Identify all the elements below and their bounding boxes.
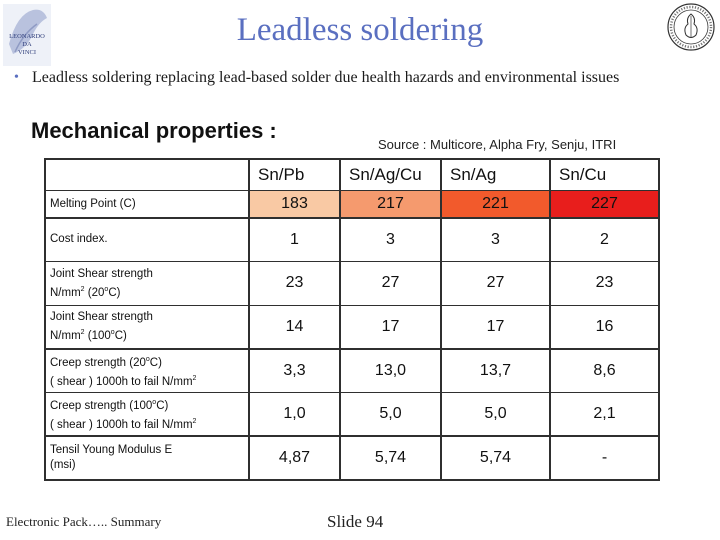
table-cell: 5,0 bbox=[442, 393, 549, 435]
table-cell: 5,0 bbox=[341, 393, 440, 435]
table-cell: 221 bbox=[442, 191, 549, 217]
row-label: Tensil Young Modulus E (msi) bbox=[46, 437, 248, 479]
table-cell: 5,74 bbox=[341, 437, 440, 479]
column-header: Sn/Cu bbox=[551, 160, 658, 190]
properties-table bbox=[44, 158, 660, 481]
bullet-text: Leadless soldering replacing lead-based solder due health hazards and environmental issues bbox=[32, 69, 620, 86]
table-cell: 2 bbox=[551, 219, 658, 261]
row-label: Melting Point (C) bbox=[46, 191, 248, 217]
table-cell: 27 bbox=[341, 262, 440, 304]
slide-number: Slide 94 bbox=[327, 512, 384, 531]
logo-text-line-1: LEONARDO bbox=[9, 33, 45, 40]
table-cell: 3 bbox=[341, 219, 440, 261]
logo-text-line-3: VINCI bbox=[17, 49, 37, 56]
table-cell: 183 bbox=[250, 191, 339, 217]
logo-text-line-2: DA bbox=[22, 41, 32, 48]
table-cell: 14 bbox=[250, 306, 339, 348]
column-header: Sn/Ag bbox=[442, 160, 549, 190]
table-cell: 13,7 bbox=[442, 350, 549, 392]
table-cell: - bbox=[551, 437, 658, 479]
footer-label: Electronic Pack….. Summary bbox=[6, 514, 162, 529]
table-cell: 27 bbox=[442, 262, 549, 304]
table-cell: 4,87 bbox=[250, 437, 339, 479]
mechanical-properties-heading: Mechanical properties : bbox=[31, 118, 277, 143]
bullet-item bbox=[14, 68, 674, 88]
table-corner-cell bbox=[46, 160, 248, 190]
source-note: Source : Multicore, Alpha Fry, Senju, ITRI bbox=[378, 137, 617, 152]
table-cell: 16 bbox=[551, 306, 658, 348]
row-label: Joint Shear strength $N/mm^2$ (100$^o$C) bbox=[46, 306, 248, 348]
table-cell: 3 bbox=[442, 219, 549, 261]
bullet-dot-icon: • bbox=[14, 70, 19, 85]
row-label: Creep strength (100$^o$C) ( shear ) 1000h to fail $N/mm^2$ bbox=[46, 393, 248, 435]
table-cell: 23 bbox=[551, 262, 658, 304]
column-header: Sn/Ag/Cu bbox=[341, 160, 440, 190]
table-cell: 1,0 bbox=[250, 393, 339, 435]
table-cell: 13,0 bbox=[341, 350, 440, 392]
table-cell: 5,74 bbox=[442, 437, 549, 479]
row-label: Cost index. bbox=[46, 219, 248, 261]
row-label: Joint Shear strength $N/mm^2$ (20$^o$C) bbox=[46, 262, 248, 304]
row-label: Creep strength (20$^o$C) ( shear ) 1000h to fail $N/mm^2$ bbox=[46, 350, 248, 392]
table-cell: 1 bbox=[250, 219, 339, 261]
table-cell: 23 bbox=[250, 262, 339, 304]
table-cell: 227 bbox=[551, 191, 658, 217]
table-cell: 3,3 bbox=[250, 350, 339, 392]
table-cell: 17 bbox=[442, 306, 549, 348]
table-cell: 217 bbox=[341, 191, 440, 217]
column-header: Sn/Pb bbox=[250, 160, 339, 190]
table-cell: 2,1 bbox=[551, 393, 658, 435]
table-cell: 17 bbox=[341, 306, 440, 348]
table-cell: 8,6 bbox=[551, 350, 658, 392]
slide-title: Leadless soldering bbox=[236, 12, 484, 48]
